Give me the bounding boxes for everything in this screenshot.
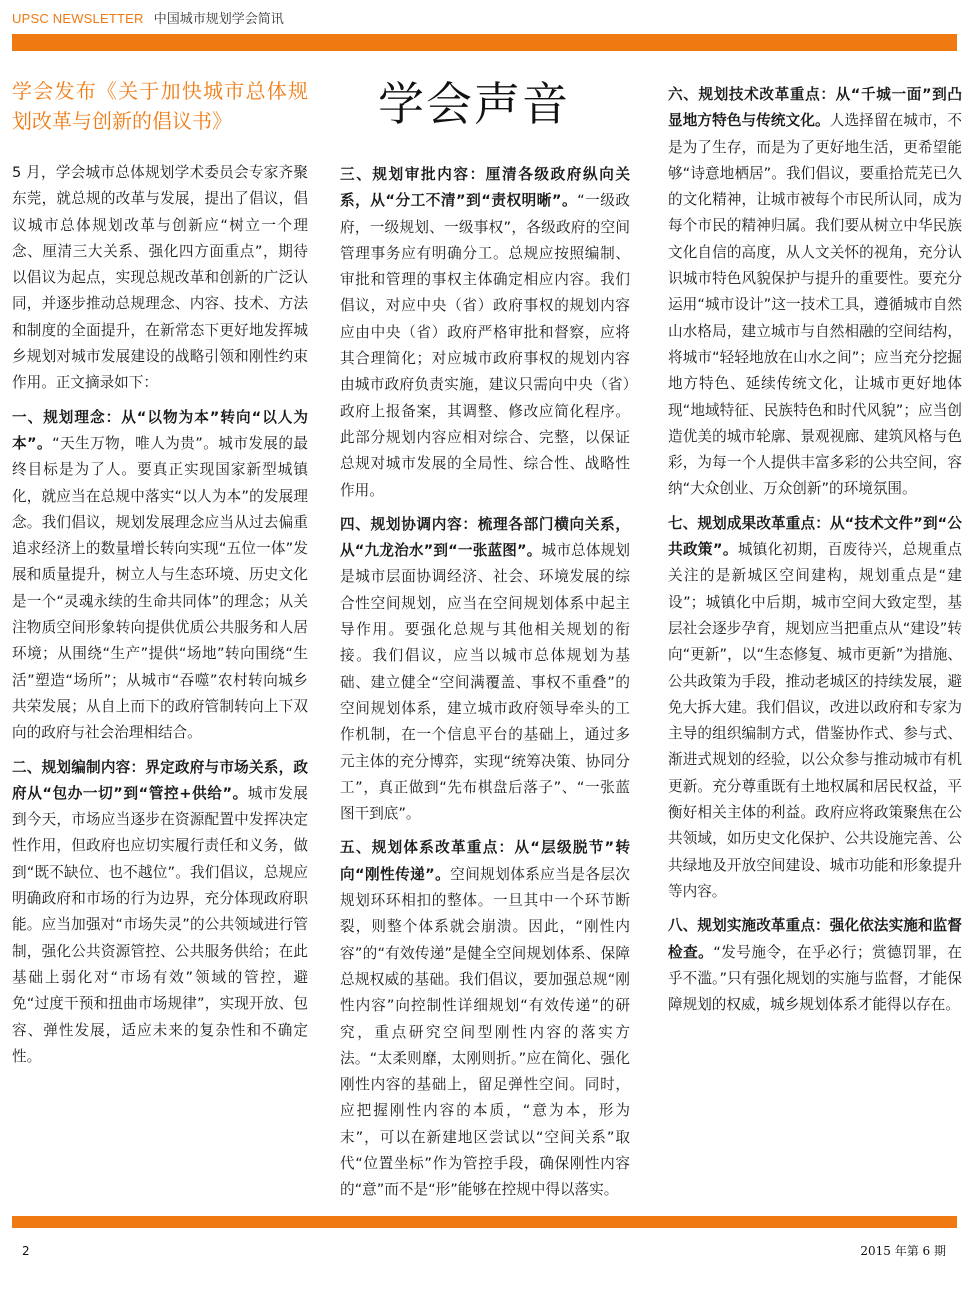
article-section (12, 755, 308, 1071)
article-section (340, 835, 630, 1203)
section-heading: 八、规划实施改革重点：强化依法实施和监督检查。 (668, 917, 962, 961)
article-section (340, 162, 630, 504)
page-number: 2 (22, 1244, 30, 1258)
section-heading: 五、规划体系改革重点：从“层级脱节”转向“刚性传递”。 (340, 839, 630, 883)
section-body: 城市总体规划是城市层面协调经济、社会、环境发展的综合性空间规划，应当在空间规划体系中起主导作用。要强化总规与其他相关规划的衔接。我们倡议，应当以城市总体规划为基础、建立健全“空间满覆盖、事权不重叠”的空间规划体系，建立城市政府领导牵头的工作机制，在一个信息平台的基础上，通过多元主体的充分博弈，实现“统筹决策、协同分工”，真正做到“先布棋盘后落子”、“一张蓝图干到底”。 (340, 542, 630, 823)
section-heading: 四、规划协调内容：梳理各部门横向关系，从“九龙治水”到“一张蓝图”。 (340, 515, 630, 560)
issue-label: 2015 年第 6 期 (860, 1244, 946, 1258)
article-section (668, 913, 962, 1018)
section-body: 人选择留在城市，不是为了生存，而是为了更好地生活，更希望能够“诗意地栖居”。我们倡议，要重拾荒芜已久的文化精神，让城市被每个市民所认同，成为每个市民的精神归属。我们要从树立中华民族文化自信的高度，从人文关怀的视角，充分认识城市特色风貌保护与提升的重要性。要充分运用“城市设计”这一技术工具，遵循城市自然山水格局，建立城市与自然相融的空间结构，将城市“轻轻地放在山水之间”；应当充分挖掘地方特色、延续传统文化，让城市更好地体现“地域特征、民族特色和时代风貌”；应当创造优美的城市轮廓、景观视廊、建筑风格与色彩，为每一个人提供丰富多彩的公共空间，容纳“大众创业、万众创新”的环境氛围。 (668, 112, 962, 498)
section-body: 空间规划体系应当是各层次规划环环相扣的整体。一旦其中一个环节断裂，则整个体系就会崩溃。因此，“刚性内容”的“有效传递”是健全空间规划体系、保障总规权威的基础。我们倡议，要加强总规“刚性内容”向控制性详细规划“有效传递”的研究，重点研究空间型刚性内容的落实方法。“太柔则靡，太刚则折。”应在简化、强化刚性内容的基础上，留足弹性空间。同时，应把握刚性内容的本质，“意为本，形为末”，可以在新建地区尝试以“空间关系”取代“位置坐标”作为管控手段，确保刚性内容的“意”而不是“形”能够在控规中得以落实。 (340, 865, 630, 1199)
section-heading: 一、规划理念：从“以物为本”转向“以人为本”。 (12, 408, 308, 452)
section-heading: 七、规划成果改革重点：从“技术文件”到“公共政策”。 (668, 514, 962, 559)
section-heading: 三、规划审批内容：厘清各级政府纵向关系，从“分工不清”到“责权明晰”。 (340, 166, 630, 210)
newsletter-brand: UPSC NEWSLETTER (12, 11, 144, 26)
section-heading: 六、规划技术改革重点：从“千城一面”到凸显地方特色与传统文化。 (668, 86, 962, 130)
section-body: 城镇化初期，百废待兴，总规重点关注的是新城区空间建构，规划重点是“建设”；城镇化中后期，城市空间大致定型，基层社会逐步孕育，规划应当把重点从“建设”转向“更新”，以“生态修复、城市更新”为措施、公共政策为手段，推动老城区的持续发展，避免大拆大建。我们倡议，改进以政府和专家为主导的组织编制方式，借鉴协作式、参与式、渐进式规划的经验，以公众参与推动城市有机更新。充分尊重既有土地权属和居民权益，平衡好相关主体的利益。政府应将政策聚焦在公共领域，如历史文化保护、公共设施完善、公共绿地及开放空间建设、城市功能和形象提升等内容。 (668, 541, 962, 900)
section-title: 学会声音 (378, 77, 570, 131)
article-intro: 5 月，学会城市总体规划学术委员会专家齐聚东莞，就总规的改革与发展，提出了倡议，倡议城市总体规划改革与创新应“树立一个理念、厘清三大关系、强化四方面重点”，期待以倡议为起点，实现总规改革和创新的广泛认同，并逐步推动总规理念、内容、技术、方法和制度的全面提升，在新常态下更好地发挥城乡规划对城市发展建设的战略引领和刚性约束作用。正文摘录如下： (12, 164, 308, 392)
bottom-accent-bar (12, 1216, 957, 1228)
article-section (12, 405, 308, 747)
column-2 (340, 162, 630, 1212)
section-body: “天生万物，唯人为贵”。城市发展的最终目标是为了人。要真正实现国家新型城镇化，就应当在总规中落实“以人为本”的发展理念。我们倡议，规划发展理念应当从过去偏重追求经济上的数量增长转向实现“五位一体”发展和质量提升，树立人与生态环境、历史文化是一个“灵魂永续的生命共同体”的理念；从关注物质空间形象转向提供优质公共服务和人居环境；从围绕“生产”提供“场地”转向围绕“生活”塑造“场所”；从城市“吞噬”农村转向城乡共荣发展；从自上而下的政府管制转向上下双向的政府与社会治理相结合。 (12, 434, 309, 742)
section-body: 城市发展到今天，市场应当逐步在资源配置中发挥决定性作用，但政府也应切实履行责任和义务，做到“既不缺位、也不越位”。我们倡议，总规应明确政府和市场的行为边界，充分体现政府职能。应当加强对“市场失灵”的公共领域进行管制，强化公共资源管控、公共服务供给；在此基础上弱化对“市场有效”领域的管控，避免“过度干预和扭曲市场规律”，实现开放、包容、弹性发展，适应未来的复杂性和不确定性。 (12, 784, 308, 1065)
top-accent-bar (12, 34, 957, 51)
section-heading: 二、规划编制内容：界定政府与市场关系，政府从“包办一切”到“管控+供给”。 (12, 758, 308, 802)
newsletter-header (12, 8, 284, 28)
article-title: 学会发布《关于加快城市总体规划改革与创新的倡议书》 (12, 79, 308, 133)
column-1 (12, 76, 308, 1078)
newsletter-name: 中国城市规划学会简讯 (153, 12, 284, 27)
article-section (340, 512, 630, 828)
section-body: “一级政府，一级规划、一级事权”，各级政府的空间管理事务应有明确分工。总规应按照编制、审批和管理的事权主体确定相应内容。我们倡议，对应中央（省）政府事权的规划内容应由中央（省）政府严格审批和督察，应将其合理简化；对应城市政府事权的规划内容由城市政府负责实施，建议只需向中央（省）政府上报备案，其调整、修改应简化程序。此部分规划内容应相对综合、完整，以保证总规对城市发展的全局性、综合性、战略性作用。 (340, 192, 631, 499)
column-3 (668, 82, 962, 1026)
article-section (668, 511, 962, 905)
section-body: “发号施令，在乎必行；赏德罚罪，在乎不滥。”只有强化规划的实施与监督，才能保障规划的权威，城乡规划体系才能得以存在。 (668, 943, 962, 1014)
article-section (668, 82, 962, 503)
